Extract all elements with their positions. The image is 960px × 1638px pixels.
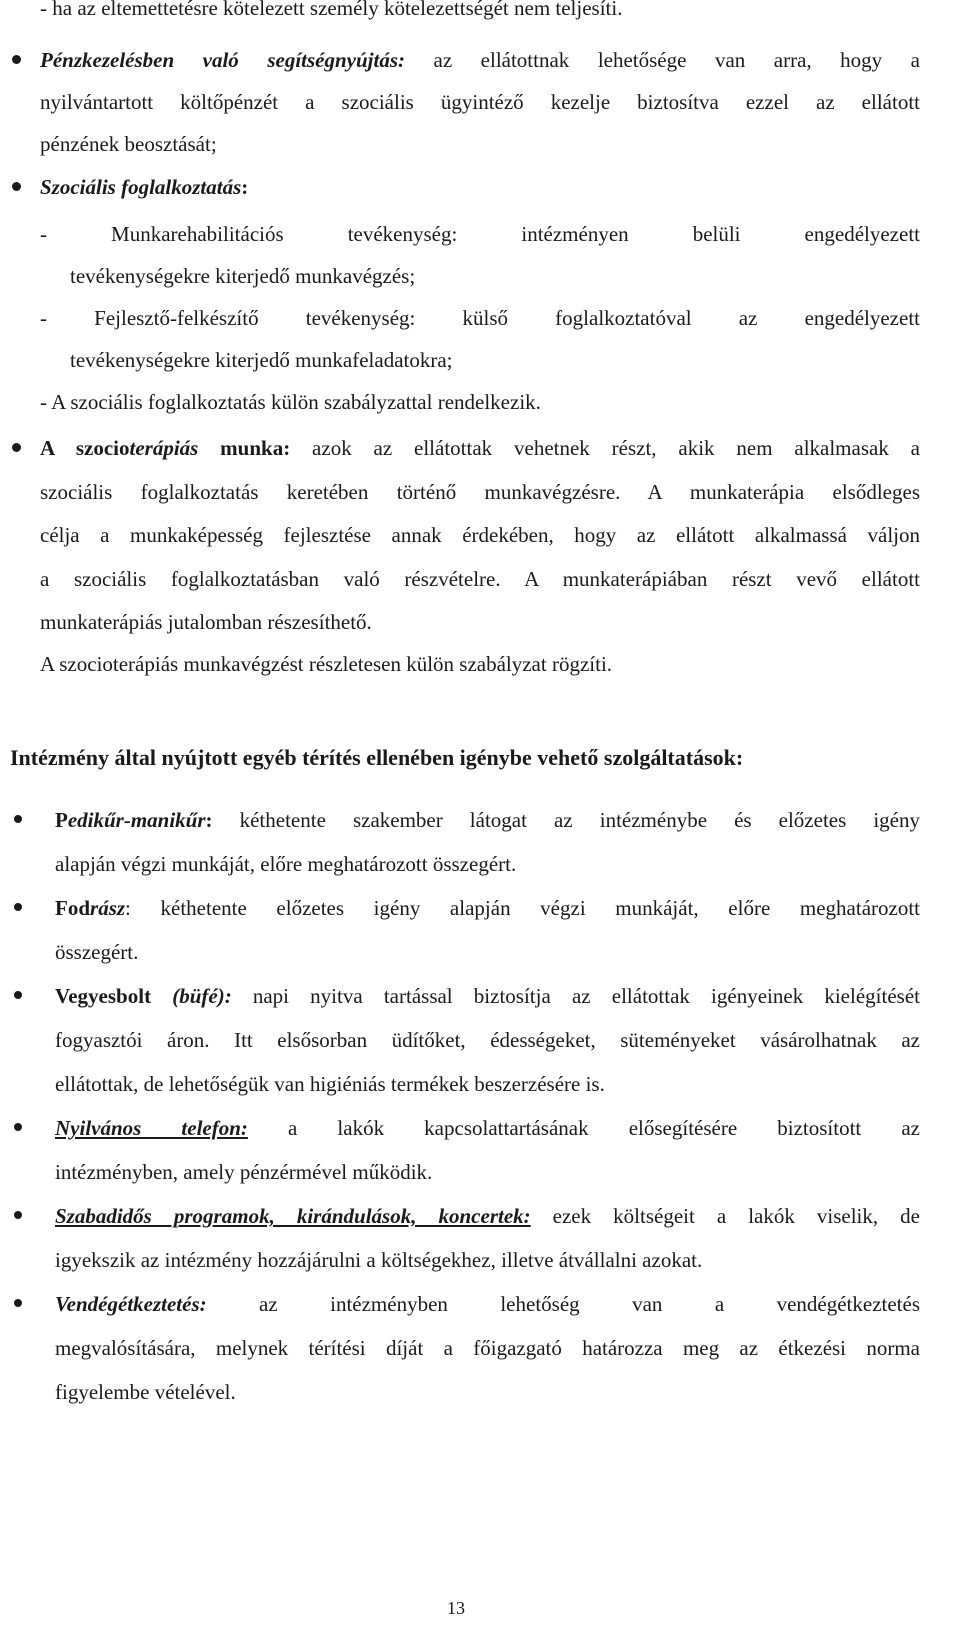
bolt-label-b: (büfé): <box>151 984 232 1008</box>
szabadido-line-2: igyekszik az intézmény hozzájárulni a költségekhez, illetve átvállalni azokat. <box>55 1248 703 1272</box>
bullet-dot-icon <box>14 1123 22 1131</box>
text-line: - ha az eltemettetésre kötelezett személy kötelezettségét nem teljesíti. <box>40 0 623 20</box>
penz-line-3: pénzének beosztását; <box>40 132 217 156</box>
text: azok az ellátottak vehetnek részt, akik nem alkalmasak a <box>290 436 920 460</box>
section-heading: Intézmény által nyújtott egyéb térítés ellenében igénybe vehető szolgáltatások: <box>10 745 744 770</box>
text: kéthetente előzetes igény alapján végzi munkáját, előre meghatározott <box>130 896 920 920</box>
text: ezek költségeit a lakók viselik, de <box>530 1204 920 1228</box>
penz-line-1 <box>40 46 920 74</box>
fodrasz-label-a: Fod <box>55 896 91 920</box>
bullet-dot-icon <box>14 815 22 823</box>
vendeg-line-1 <box>55 1290 920 1318</box>
szoc-dash-1-cont: tevékenységekre kiterjedő munkavégzés; <box>70 264 416 288</box>
terapia-line-2: szociális foglalkoztatás keretében történő munkavégzésre. A munkaterápia elsődleges <box>40 480 920 504</box>
text: a lakók kapcsolattartásának elősegítésére biztosított az <box>247 1116 920 1140</box>
vendeg-line-2: megvalósítására, melynek térítési díját a főigazgató határozza meg az étkezési norma <box>55 1336 920 1360</box>
vendeg-label: Vendégétkeztetés: <box>55 1292 207 1316</box>
bullet-dot-icon <box>14 1299 22 1307</box>
szoc-dash-1: - Munkarehabilitációs tevékenység: intézményen belüli engedélyezett <box>40 222 920 246</box>
penz-label: Pénzkezelésben való segítségnyújtás: <box>40 48 405 72</box>
szoc-dash-2: - Fejlesztő-felkészítő tevékenység: külső foglalkoztatóval az engedélyezett <box>40 306 920 330</box>
szabadido-line-1 <box>55 1202 920 1230</box>
bullet-dot-icon <box>14 991 22 999</box>
pedikur-label-a: P <box>55 808 68 832</box>
bolt-label-a: Vegyesbolt <box>55 984 152 1008</box>
szoc-label: Szociális foglalkoztatás <box>40 175 242 199</box>
telefon-line-1 <box>55 1114 920 1142</box>
szoc-dash-2-cont: tevékenységekre kiterjedő munkafeladatokra; <box>70 348 453 372</box>
text: : <box>241 175 249 199</box>
page-number: 13 <box>447 1598 465 1618</box>
terapia-line-3: célja a munkaképesség fejlesztése annak érdekében, hogy az ellátott alkalmassá váljon <box>40 523 920 547</box>
terapia-label-b: terápiás <box>129 436 199 460</box>
pedikur-line-1 <box>55 806 920 834</box>
pedikur-line-2: alapján végzi munkáját, előre meghatározott összegért. <box>55 852 517 876</box>
pedikur-label-c: : <box>205 808 213 832</box>
terapia-line-6: A szocioterápiás munkavégzést részletesen külön szabályzat rögzíti. <box>40 652 613 676</box>
fodrasz-line-1 <box>55 894 920 922</box>
bolt-line-2: fogyasztói áron. Itt elsősorban üdítőket, édességeket, süteményeket vásárolhatnak az <box>55 1028 920 1052</box>
fodrasz-label-b: rász <box>90 896 126 920</box>
terapia-line-1 <box>40 434 920 462</box>
bullet-dot-icon <box>12 55 21 64</box>
szoc-heading <box>40 173 920 201</box>
bullet-dot-icon <box>14 1211 22 1219</box>
text: az intézményben lehetőség van a vendégétkeztetés <box>206 1292 920 1316</box>
penz-line-2: nyilvántartott költőpénzét a szociális ügyintéző kezelje biztosítva ezzel az ellátott <box>40 90 920 114</box>
bullet-dot-icon <box>14 903 22 911</box>
fodrasz-line-2: összegért. <box>55 940 139 964</box>
telefon-line-2: intézményben, amely pénzérmével működik. <box>55 1160 433 1184</box>
szoc-dash-3: - A szociális foglalkoztatás külön szabályzattal rendelkezik. <box>40 390 541 414</box>
bolt-line-1 <box>55 982 920 1010</box>
vendeg-line-3: figyelembe vételével. <box>55 1380 236 1404</box>
bullet-dot-icon <box>12 182 21 191</box>
terapia-line-5: munkaterápiás jutalomban részesíthető. <box>40 610 372 634</box>
bullet-dot-icon <box>12 443 21 452</box>
telefon-label: Nyilvános telefon: <box>55 1116 248 1140</box>
text: kéthetente szakember látogat az intézménybe és előzetes igény <box>212 808 920 832</box>
text: az ellátottnak lehetősége van arra, hogy a <box>405 48 921 72</box>
pedikur-label-b: edikűr-manikűr <box>67 808 206 832</box>
terapia-label-a: A szocio <box>40 436 130 460</box>
terapia-label-c: munka: <box>198 436 291 460</box>
text: napi nyitva tartással biztosítja az ellátottak igényeinek kielégítését <box>231 984 920 1008</box>
bolt-line-3: ellátottak, de lehetőségük van higiéniás termékek beszerzésére is. <box>55 1072 605 1096</box>
fodrasz-label-c: : <box>125 896 131 920</box>
terapia-line-4: a szociális foglalkoztatásban való részvételre. A munkaterápiában részt vevő ellátott <box>40 567 920 591</box>
szabadido-label: Szabadidős programok, kirándulások, koncertek: <box>55 1204 531 1228</box>
